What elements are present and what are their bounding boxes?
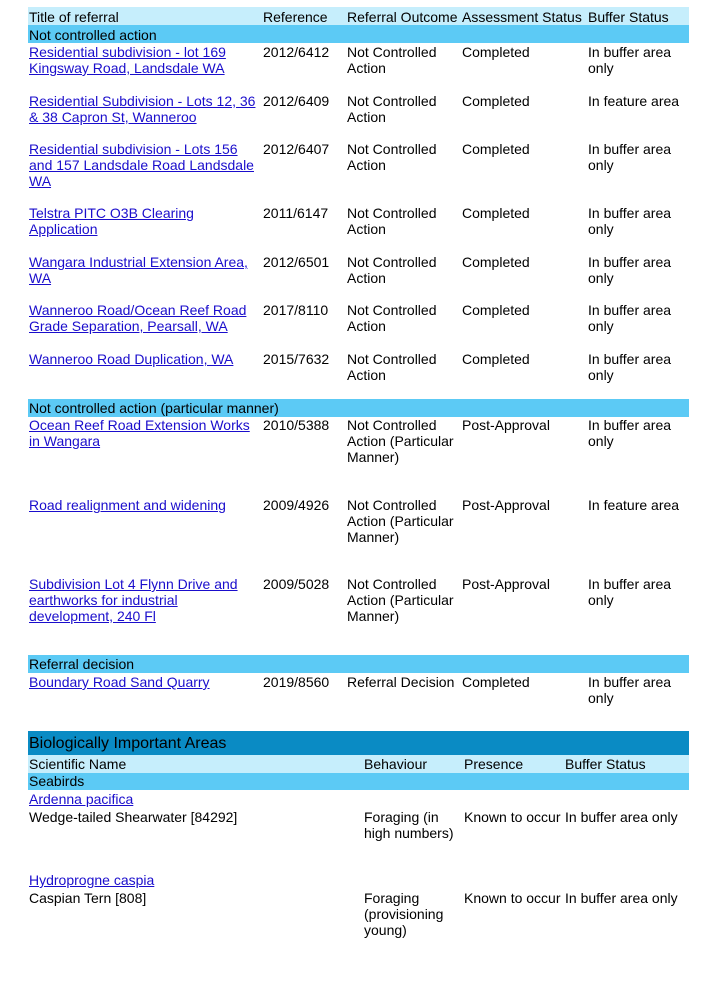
referral-buffer: In buffer area only xyxy=(588,141,672,173)
bia-col-header-presence: Presence xyxy=(464,756,524,772)
referral-buffer: In buffer area only xyxy=(588,302,672,334)
referral-assessment: Post-Approval xyxy=(462,417,550,433)
referral-buffer: In buffer area only xyxy=(588,44,672,76)
referral-reference: 2009/4926 xyxy=(263,497,330,513)
referral-outcome: Referral Decision xyxy=(347,674,455,690)
species-scientific-link[interactable]: Hydroprogne caspia xyxy=(29,872,155,888)
referral-outcome: Not Controlled Action xyxy=(347,254,437,286)
group-label: Not controlled action (particular manner) xyxy=(29,400,279,416)
group-label: Not controlled action xyxy=(29,27,157,43)
referral-outcome: Not Controlled Action (Particular Manner) xyxy=(347,417,454,465)
referral-outcome: Not Controlled Action xyxy=(347,44,437,76)
col-header-buffer: Buffer Status xyxy=(588,9,669,25)
referral-outcome: Not Controlled Action (Particular Manner) xyxy=(347,576,454,624)
referral-reference: 2012/6409 xyxy=(263,93,330,109)
referral-title-link[interactable]: Telstra PITC O3B Clearing Application xyxy=(29,205,194,237)
referral-reference: 2012/6407 xyxy=(263,141,330,157)
referral-reference: 2009/5028 xyxy=(263,576,330,592)
referral-assessment: Post-Approval xyxy=(462,497,550,513)
bia-col-header-buffer: Buffer Status xyxy=(565,756,646,772)
species-presence: Known to occur xyxy=(464,809,561,825)
col-header-reference: Reference xyxy=(263,9,328,25)
col-header-outcome: Referral Outcome xyxy=(347,9,458,25)
referral-buffer: In buffer area only xyxy=(588,417,672,449)
referral-title-link[interactable]: Road realignment and widening xyxy=(29,497,226,513)
col-header-title: Title of referral xyxy=(29,9,119,25)
species-scientific-link[interactable]: Ardenna pacifica xyxy=(29,791,134,807)
referral-buffer: In feature area xyxy=(588,497,680,513)
bia-col-header-name: Scientific Name xyxy=(29,756,127,772)
referral-assessment: Post-Approval xyxy=(462,576,550,592)
referral-title-link[interactable]: Residential Subdivision - Lots 12, 36 & 38 Capron St, Wanneroo xyxy=(29,93,256,125)
referral-buffer: In buffer area only xyxy=(588,576,672,608)
referral-assessment: Completed xyxy=(462,93,530,109)
referral-outcome: Not Controlled Action (Particular Manner) xyxy=(347,497,454,545)
referral-assessment: Completed xyxy=(462,302,530,318)
species-buffer: In buffer area only xyxy=(565,809,678,825)
referral-outcome: Not Controlled Action xyxy=(347,93,437,125)
bia-col-header-behaviour: Behaviour xyxy=(364,756,428,772)
referral-outcome: Not Controlled Action xyxy=(347,205,437,237)
species-behaviour: Foraging (in high numbers) xyxy=(364,809,454,841)
referral-title-link[interactable]: Residential subdivision - Lots 156 and 157 Landsdale Road Landsdale WA xyxy=(29,141,254,189)
referral-reference: 2010/5388 xyxy=(263,417,330,433)
bia-group-header xyxy=(28,773,689,790)
referral-outcome: Not Controlled Action xyxy=(347,302,437,334)
referral-reference: 2019/8560 xyxy=(263,674,330,690)
referral-reference: 2015/7632 xyxy=(263,351,330,367)
referral-buffer: In buffer area only xyxy=(588,351,672,383)
species-presence: Known to occur xyxy=(464,890,561,906)
bia-group-label: Seabirds xyxy=(29,773,85,789)
referral-assessment: Completed xyxy=(462,351,530,367)
referral-assessment: Completed xyxy=(462,254,530,270)
referral-outcome: Not Controlled Action xyxy=(347,351,437,383)
species-buffer: In buffer area only xyxy=(565,890,678,906)
referral-title-link[interactable]: Boundary Road Sand Quarry xyxy=(29,674,210,690)
referral-reference: 2017/8110 xyxy=(263,302,329,318)
referral-reference: 2011/6147 xyxy=(263,205,329,221)
referral-title-link[interactable]: Subdivision Lot 4 Flynn Drive and earthworks for industrial development, 240 Fl xyxy=(29,576,238,624)
group-label: Referral decision xyxy=(29,656,135,672)
referral-title-link[interactable]: Residential subdivision - lot 169 Kingsway Road, Landsdale WA xyxy=(29,44,226,76)
species-common-name: Wedge-tailed Shearwater [84292] xyxy=(29,809,238,825)
col-header-assessment: Assessment Status xyxy=(462,9,582,25)
referral-reference: 2012/6501 xyxy=(263,254,330,270)
referral-assessment: Completed xyxy=(462,205,530,221)
referral-buffer: In buffer area only xyxy=(588,205,672,237)
referral-assessment: Completed xyxy=(462,44,530,60)
referral-buffer: In buffer area only xyxy=(588,674,672,706)
referral-buffer: In buffer area only xyxy=(588,254,672,286)
species-behaviour: Foraging (provisioning young) xyxy=(364,890,444,938)
referral-reference: 2012/6412 xyxy=(263,44,330,60)
referral-assessment: Completed xyxy=(462,141,530,157)
bia-title: Biologically Important Areas xyxy=(29,735,227,752)
species-common-name: Caspian Tern [808] xyxy=(29,890,147,906)
referral-assessment: Completed xyxy=(462,674,530,690)
referral-outcome: Not Controlled Action xyxy=(347,141,437,173)
referral-title-link[interactable]: Wanneroo Road/Ocean Reef Road Grade Separation, Pearsall, WA xyxy=(29,302,247,334)
referral-title-link[interactable]: Ocean Reef Road Extension Works in Wangara xyxy=(29,417,250,449)
referral-title-link[interactable]: Wangara Industrial Extension Area, WA xyxy=(29,254,248,286)
referral-buffer: In feature area xyxy=(588,93,680,109)
referral-title-link[interactable]: Wanneroo Road Duplication, WA xyxy=(29,351,234,367)
